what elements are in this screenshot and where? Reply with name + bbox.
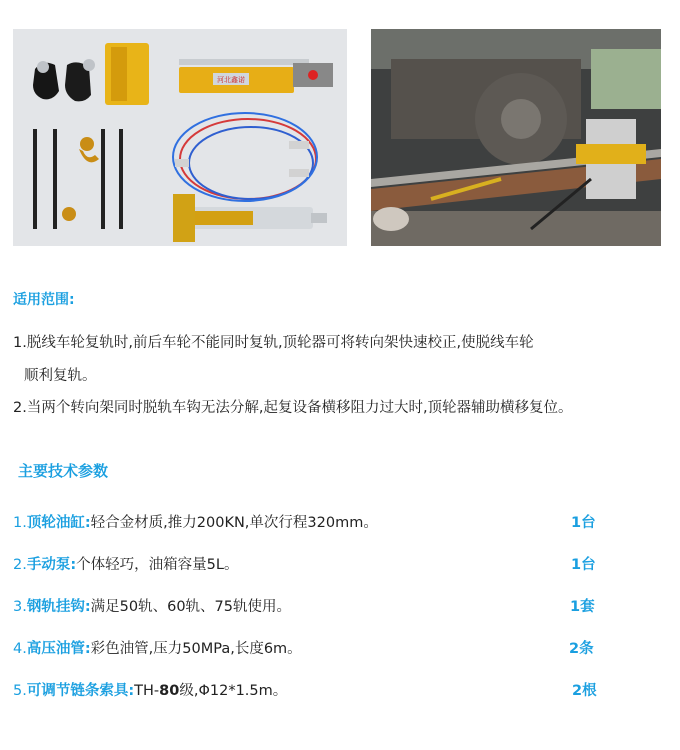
param-desc: 满足50轨、60轨、75轨使用。: [90, 599, 292, 615]
param-name: 手动泵:: [26, 557, 77, 573]
param-number: 2.: [13, 557, 27, 573]
param-qty: 1台: [571, 557, 596, 573]
equipment-illustration: [13, 29, 347, 246]
param-desc-part-bold: 80: [159, 683, 180, 699]
equipment-photo: [13, 29, 347, 246]
param-row-4: [13, 637, 302, 658]
param-name: 可调节链条索具:: [26, 683, 135, 699]
param-qty: 2条: [569, 641, 594, 657]
param-qty: 1套: [570, 599, 595, 615]
svg-text:河北鑫诺: 河北鑫诺: [217, 76, 245, 84]
scope-item-1-continued: 顺利复轨。: [24, 368, 97, 384]
param-desc: 彩色油管,压力50MPa,长度6m。: [90, 641, 302, 657]
usage-illustration: [371, 29, 661, 246]
param-name: 顶轮油缸:: [26, 515, 91, 531]
param-row-5: [13, 679, 287, 700]
param-desc: 个体轻巧，油箱容量5L。: [76, 557, 239, 573]
usage-photo: [371, 29, 661, 246]
param-desc: 轻合金材质,推力200KN,单次行程320mm。: [90, 515, 378, 531]
param-desc: [134, 683, 287, 699]
params-heading: 主要技术参数: [18, 462, 109, 480]
param-desc-part: TH-: [134, 683, 160, 699]
param-number: 3.: [13, 599, 27, 615]
scope-item-2: 2.当两个转向架同时脱轨车钩无法分解,起复设备横移阻力过大时,顶轮器辅助横移复位。: [13, 400, 573, 416]
param-row-2: [13, 553, 238, 574]
yellow-block-icon: [105, 43, 149, 105]
param-row-1: [13, 511, 378, 532]
param-desc-part: 级,Φ12*1.5m。: [179, 683, 288, 699]
param-row-3: [13, 595, 291, 616]
scope-heading: 适用范围:: [13, 292, 75, 308]
param-name: 高压油管:: [26, 641, 91, 657]
param-number: 1.: [13, 515, 27, 531]
param-name: 钢轨挂钩:: [26, 599, 91, 615]
param-number: 4.: [13, 641, 27, 657]
param-qty: 1台: [571, 515, 596, 531]
param-qty: 2根: [572, 683, 597, 699]
param-number: 5.: [13, 683, 27, 699]
scope-item-1: 1.脱线车轮复轨时,前后车轮不能同时复轨,顶轮器可将转向架快速校正,使脱线车轮: [13, 335, 534, 351]
